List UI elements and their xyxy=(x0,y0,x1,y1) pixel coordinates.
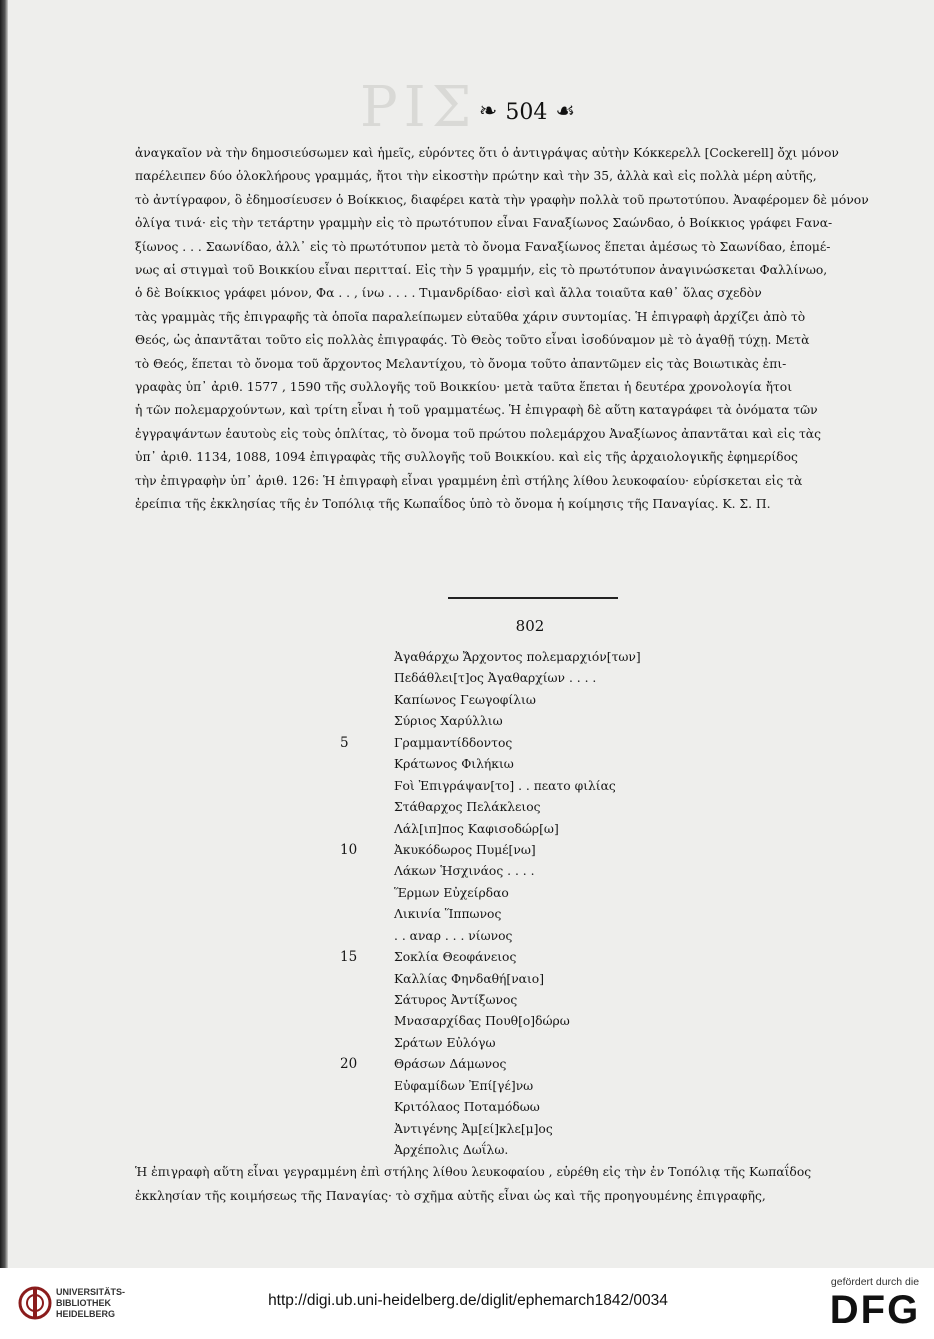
ornament-right-icon: ☙ xyxy=(555,99,576,124)
inscription-line xyxy=(340,819,740,840)
body-line: τὰς γραμμὰς τῆς ἐπιγραφῆς τὰ ὁποῖα παραλείπωμεν εὐταῦθα χάριν συντομίας. Ἡ ἐπιγραφὴ ἀρχίζει ἀπὸ τὸ xyxy=(135,309,806,324)
inscription-line xyxy=(340,1011,740,1032)
body-text xyxy=(135,142,900,517)
line-number xyxy=(340,1076,394,1097)
line-number xyxy=(340,711,394,732)
line-number: 10 xyxy=(340,841,358,858)
inscription-line xyxy=(340,754,740,775)
line-number xyxy=(340,1140,394,1161)
inscription-line xyxy=(340,1140,740,1161)
body-line: ὑπ᾽ ἀριθ. 1134, 1088, 1094 ἐπιγραφὰς τῆς συλλογῆς τοῦ Βοικκίου. καὶ εἰς τῆς ἀρχαιολογικῆς ἐφημερίδος xyxy=(135,450,798,465)
line-text: Λάλ[ιπ]πος Καφισοδώρ[ω] xyxy=(394,821,559,836)
library-name xyxy=(56,1287,125,1320)
inscription-number: 802 xyxy=(515,617,545,635)
line-number xyxy=(340,969,394,990)
inscription-line xyxy=(340,947,740,968)
inscription-line xyxy=(340,733,740,754)
ornament-left-icon: ❧ xyxy=(478,99,498,124)
bleed-through-text: ΡΙΣ xyxy=(360,75,478,135)
commentary-line: ἐκκλησίαν τῆς κοιμήσεως τῆς Παναγίας· τὸ σχῆμα αὐτῆς εἶναι ὡς καὶ τῆς προηγουμένης ἐπιγραφῆς, xyxy=(135,1189,766,1203)
line-text: Στάθαρχος Πελάκλειος xyxy=(394,800,541,815)
line-text: Πεδάθλει[τ]ος Ἀγαθαρχίων . . . . xyxy=(394,671,597,686)
line-number xyxy=(340,776,394,797)
line-number xyxy=(340,990,394,1011)
inscription-line xyxy=(340,1097,740,1118)
line-number: 5 xyxy=(340,734,349,751)
body-line: ἐγγραψάντων ἑαυτοὺς εἰς τοὺς ὁπλίτας, τὸ ὄνομα τοῦ πρώτου πολεμάρχου Ἀναξίωνος ἀπαντᾶται καὶ εἰς τὰς xyxy=(135,426,822,441)
inscription-line xyxy=(340,1054,740,1075)
inscription-line xyxy=(340,797,740,818)
line-text: Ἀγαθάρχω Ἄρχοντος πολεμαρχιόν[των] xyxy=(394,650,641,664)
line-number xyxy=(340,904,394,925)
line-text: Γραμμαντίδδοντος xyxy=(394,735,513,750)
line-text: Θράσων Δάμωνος xyxy=(394,1057,507,1072)
line-text: Καλλίας Φηνδαθή[ναιο] xyxy=(394,971,545,986)
line-text: Ϝοὶ Ἐπιγράψαν[το] . . πεατο φιλίας xyxy=(394,778,616,793)
inscription-line xyxy=(340,1033,740,1054)
inscription-line xyxy=(340,647,740,668)
library-logo[interactable] xyxy=(18,1282,148,1328)
dfg-logo-text: DFG xyxy=(829,1288,921,1332)
commentary-text xyxy=(135,1160,900,1208)
line-text: Μνασαρχίδας Πουθ[ο]δώρω xyxy=(394,1014,570,1029)
line-number xyxy=(340,690,394,711)
funder-logo[interactable] xyxy=(820,1276,930,1336)
library-name-line: HEIDELBERG xyxy=(56,1309,116,1319)
body-line: νως αἱ στιγμαὶ τοῦ Βοικκίου εἶναι περιτταί. Εἰς τὴν 5 γραμμήν, εἰς τὸ πρωτότυπον ἀναγινώσκεται Φαλλίνωο, xyxy=(135,263,828,278)
line-text: Σοκλία Θεοφάνειος xyxy=(394,950,517,965)
line-number xyxy=(340,1097,394,1118)
page-header xyxy=(452,97,602,127)
body-line: τὴν ἐπιγραφὴν ὑπ᾽ ἀριθ. 126: Ἡ ἐπιγραφὴ εἶναι γραμμένη ἐπὶ στήλης λίθου λευκοφαίου· εὑρίσκεται εἰς τὰ xyxy=(135,473,803,488)
line-number xyxy=(340,1033,394,1054)
body-line: ξίωνος . . . Σαωνίδαο, ἀλλ᾽ εἰς τὸ πρωτότυπον μετὰ τὸ ὄνομα Ϝαναξίωνος ἕπεται ἀμέσως τὸ Σαωνίδαο, ἑπομέ- xyxy=(135,239,831,254)
line-text: Σύριος Χαρύλλιω xyxy=(394,714,503,729)
library-name-line: UNIVERSITÄTS- xyxy=(56,1287,126,1297)
inscription-line xyxy=(340,883,740,904)
line-text: Κράτωνος Φιλήκιω xyxy=(394,757,514,772)
line-text: Σάτυρος Ἀντίξωνος xyxy=(394,993,518,1007)
inscription-line xyxy=(340,840,740,861)
line-number xyxy=(340,926,394,947)
body-line: ἀναγκαῖον νὰ τὴν δημοσιεύσωμεν καὶ ἡμεῖς, εὑρόντες ὅτι ὁ ἀντιγράψας αὐτὴν Κόκκερελλ [Cockerell] ὄχι μόνον xyxy=(135,146,839,160)
line-number xyxy=(340,861,394,882)
body-line: γραφὰς ὑπ᾽ ἀριθ. 1577 , 1590 τῆς συλλογῆς τοῦ Βοικκίου· μετὰ ταῦτα ἕπεται ἡ δευτέρα χρονολογία ἤτοι xyxy=(135,380,793,395)
commentary-line: Ἡ ἐπιγραφὴ αὕτη εἶναι γεγραμμένη ἐπὶ στήλης λίθου λευκοφαίου , εὑρέθη εἰς τὴν ἐν Τοπόλιᾳ τῆς Κωπαΐδος xyxy=(135,1165,812,1179)
line-number: 20 xyxy=(340,1056,358,1073)
inscription-line xyxy=(340,926,740,947)
inscription-line xyxy=(340,668,740,689)
body-line: Θεός, ὡς ἀπαντᾶται τοῦτο εἰς πολλὰς ἐπιγραφάς. Τὸ Θεὸς τοῦτο εἶναι ἰσοδύναμον μὲ τὸ ἀγαθῇ τύχῃ. Μετὰ xyxy=(135,333,810,348)
line-text: Ἀκυκόδωρος Πυμέ[νω] xyxy=(394,842,536,857)
line-text: Λικινία Ἵππωνος xyxy=(394,907,502,922)
inscription-text xyxy=(340,647,740,1162)
line-text: Καπίωνος Γεωγοφίλιω xyxy=(394,692,536,707)
inscription-line xyxy=(340,990,740,1011)
body-line: ὀλίγα τινά· εἰς τὴν τετάρτην γραμμὴν εἰς τὸ πρωτότυπον εἶναι Ϝαναξίωνος Σαώνδαο, ὁ Βοίκκιος γράφει Ϝανα- xyxy=(135,216,833,231)
inscription-line xyxy=(340,690,740,711)
line-text: Εὐφαμίδων Ἐπί[γέ]νω xyxy=(394,1078,534,1093)
page-number: 504 xyxy=(505,99,548,125)
inscription-line xyxy=(340,969,740,990)
body-line: παρέλειπεν δύο ὁλοκλήρους γραμμάς, ἤτοι τὴν εἰκοστὴν πρώτην καὶ τὴν 35, ἀλλὰ καὶ εἰς πολλὰ μέρη αὐτῆς, xyxy=(135,169,817,184)
line-text: Ἕρμων Εὐχείρδαο xyxy=(394,885,509,900)
body-line: τὸ ἀντίγραφον, ὃ ἐδημοσίευσεν ὁ Βοίκκιος, διαφέρει κατὰ τὴν γραφὴν πολλὰ τοῦ πρωτοτύπου. Ἀναφέρομεν δὲ μόνον xyxy=(135,192,869,207)
inscription-line xyxy=(340,1076,740,1097)
body-line: τὸ Θεός, ἕπεται τὸ ὄνομα τοῦ ἄρχοντος Μελαντίχου, τὸ ὄνομα τοῦτο ἀπαντῶμεν εἰς τὰς Βοιωτικὰς ἐπι- xyxy=(135,356,787,371)
inscription-line xyxy=(340,776,740,797)
line-number xyxy=(340,883,394,904)
line-text: Ἀρχέπολις Δωΐλω. xyxy=(394,1143,509,1158)
line-text: . . αναρ . . . νίωνος xyxy=(394,928,513,943)
separator-rule xyxy=(448,597,618,599)
body-line: ὁ δὲ Βοίκκιος γράφει μόνον, Φα . . , ίνω . . . . Τιμανδρίδαο· εἰσὶ καὶ ἄλλα τοιαῦτα καθ᾽ ὅλας σχεδὸν xyxy=(135,286,762,301)
body-line: ἡ τῶν πολεμαρχούντων, καὶ τρίτη εἶναι ἡ τοῦ γραμματέως. Ἡ ἐπιγραφὴ δὲ αὕτη καταγράφει τὰ ὀνόματα τῶν xyxy=(135,403,818,418)
library-seal-icon xyxy=(18,1286,52,1320)
inscription-line xyxy=(340,1119,740,1140)
inscription-line xyxy=(340,861,740,882)
line-number xyxy=(340,797,394,818)
line-text: Λάκων Ἡσχινάος . . . . xyxy=(394,864,535,879)
line-text: Ἀντιγένης Ἀμ[εί]κλε[μ]ος xyxy=(394,1121,553,1136)
line-text: Σράτων Εὐλόγω xyxy=(394,1035,496,1050)
line-number xyxy=(340,754,394,775)
footer-bar xyxy=(0,1268,934,1339)
funder-caption: gefördert durch die xyxy=(830,1276,920,1288)
inscription-line xyxy=(340,904,740,925)
line-text: Κριτόλαος Ποταμόδωω xyxy=(394,1100,540,1115)
line-number xyxy=(340,1011,394,1032)
inscription-line xyxy=(340,711,740,732)
line-number xyxy=(340,647,394,668)
line-number xyxy=(340,1119,394,1140)
body-line: ἐρείπια τῆς ἐκκλησίας τῆς ἐν Τοπόλιᾳ τῆς Κωπαΐδος ὑπὸ τὸ ὄνομα ἡ κοίμησις τῆς Παναγίας. Κ. Σ. Π. xyxy=(135,497,771,512)
line-number: 15 xyxy=(340,949,358,966)
line-number xyxy=(340,668,394,689)
source-url-link[interactable]: http://digi.ub.uni-heidelberg.de/diglit/ephemarch1842/0034 xyxy=(268,1292,668,1309)
line-number xyxy=(340,819,394,840)
library-name-line: BIBLIOTHEK xyxy=(56,1298,111,1308)
